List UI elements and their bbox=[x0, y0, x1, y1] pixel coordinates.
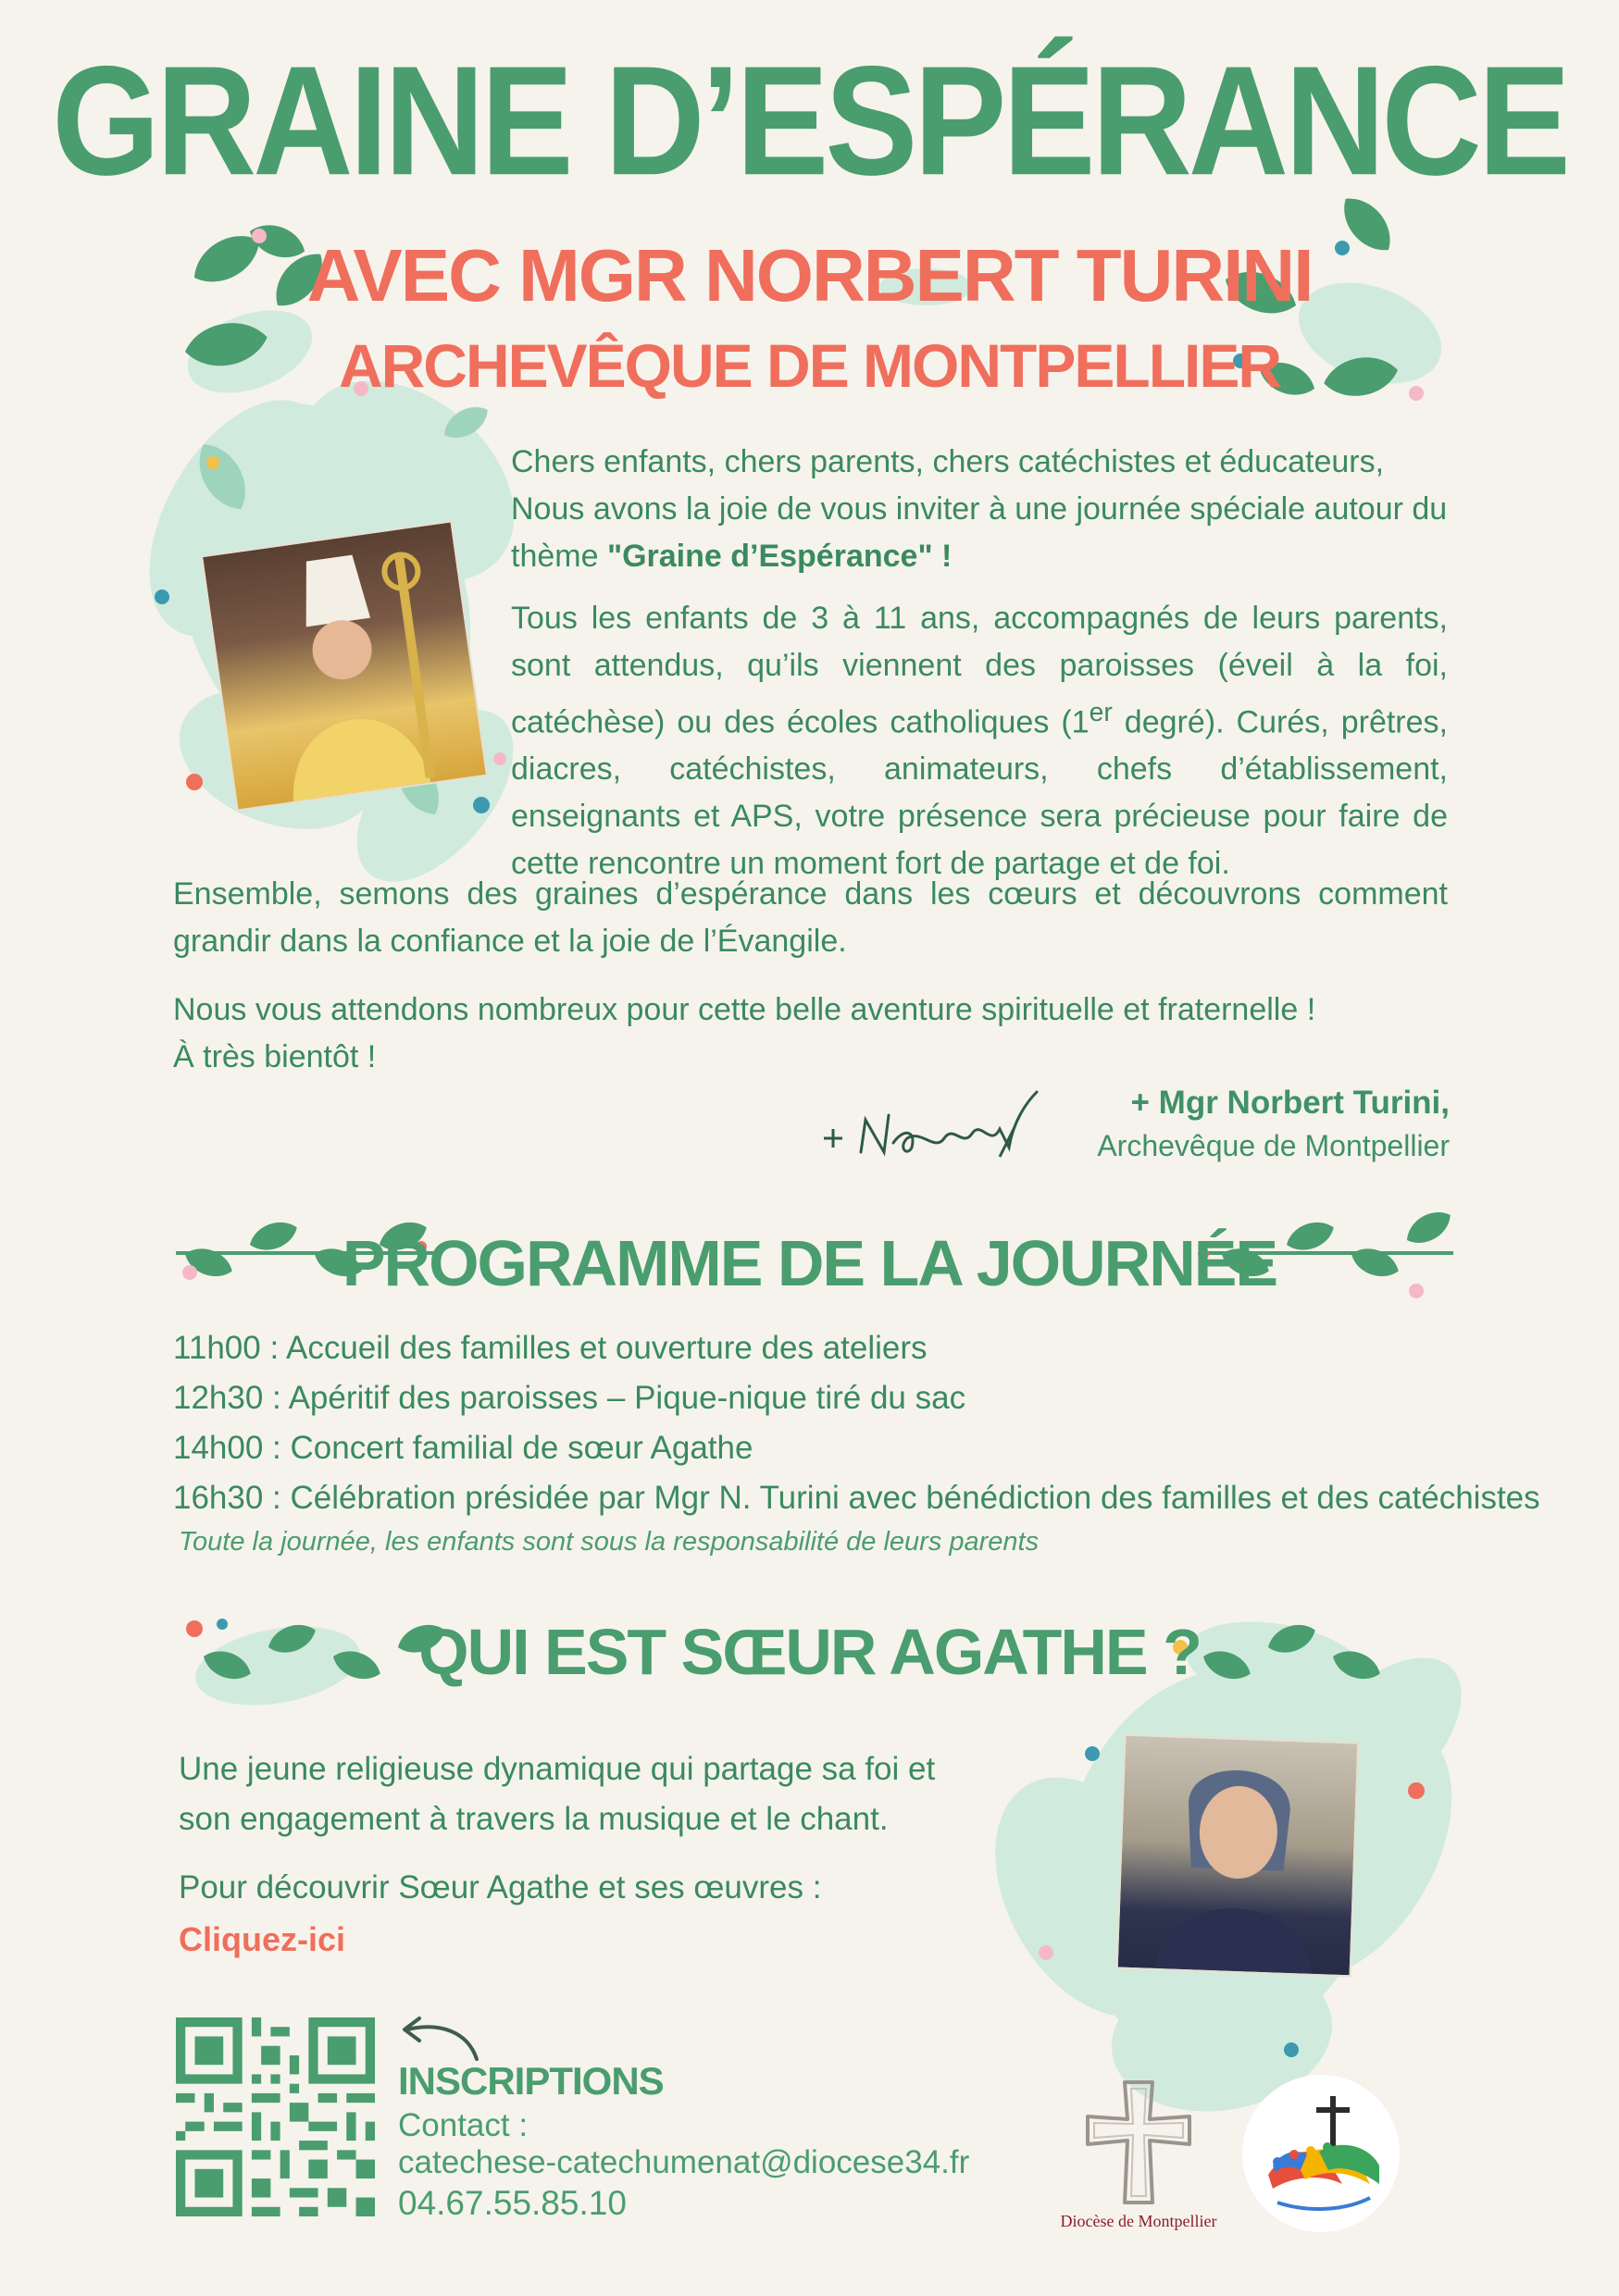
archbishop-figure-icon bbox=[203, 523, 486, 810]
agathe-photo bbox=[1116, 1734, 1360, 1978]
together-paragraph: Ensemble, semons des graines d’espérance dans les cœurs et découvrons comment grandir dans la confiance et la joie de l’Évangile. bbox=[173, 876, 1448, 959]
invite-text: Nous avons la joie de vous inviter à une journée spéciale autour du thème bbox=[511, 491, 1448, 574]
contact-label: Contact : bbox=[398, 2107, 529, 2143]
programme-list bbox=[173, 1323, 1540, 1523]
diocese-label: Diocèse de Montpellier bbox=[1060, 2212, 1217, 2230]
theme-name: "Graine d’Espérance" ! bbox=[606, 539, 953, 574]
contact-phone[interactable]: 04.67.55.85.10 bbox=[398, 2184, 627, 2222]
signature-role: Archevêque de Montpellier bbox=[1097, 1129, 1450, 1162]
handwritten-signature-icon bbox=[815, 1064, 1055, 1166]
qr-code[interactable] bbox=[176, 2017, 375, 2216]
agathe-link[interactable]: Cliquez-ici bbox=[179, 1920, 346, 1958]
programme-item: 11h00 : Accueil des familles et ouverture des ateliers bbox=[173, 1330, 928, 1366]
diocese-cross-logo-icon bbox=[1083, 2078, 1194, 2207]
inscriptions-title: INSCRIPTIONS bbox=[398, 2059, 664, 2103]
intro-letter bbox=[511, 439, 1448, 902]
programme-item: 14h00 : Concert familial de sœur Agathe bbox=[173, 1430, 753, 1466]
signature-name: + Mgr Norbert Turini, bbox=[1130, 1085, 1450, 1121]
programme-item: 12h30 : Apéritif des paroisses – Pique-nique tiré du sac bbox=[173, 1380, 966, 1416]
page-title: GRAINE D’ESPÉRANCE bbox=[52, 32, 1567, 208]
contact-email[interactable]: catechese-catechumenat@diocese34.fr bbox=[398, 2144, 970, 2180]
subtitle-guest: AVEC MGR NORBERT TURINI bbox=[306, 234, 1313, 316]
audience-paragraph: Tous les enfants de 3 à 11 ans, accompagnés de leurs parents, sont attendus, qu’ils viennent des paroisses (éveil à la foi, catéchèse) ou des écoles catholiques (1er degré). Curés, prêtres, diacres, catéchistes, animateurs, chefs d’établissement, enseignants et APS, votre présence sera précieuse pour faire de cette rencontre un moment fort de partage et de foi. bbox=[511, 601, 1448, 882]
jubilee-logo-icon bbox=[1240, 2073, 1402, 2235]
greeting: Chers enfants, chers parents, chers catéchistes et éducateurs, Nous avons la joie de vous inviter à une journée spéciale autour du thème "Graine d’Espérance" ! bbox=[511, 444, 1448, 574]
agathe-description: Une jeune religieuse dynamique qui partage sa foi et son engagement à travers la musique et le chant. bbox=[179, 1751, 936, 1837]
subtitle-role: ARCHEVÊQUE DE MONTPELLIER bbox=[338, 331, 1281, 400]
archbishop-photo bbox=[201, 520, 488, 811]
programme-item: 16h30 : Célébration présidée par Mgr N. Turini avec bénédiction des familles et des catéchistes bbox=[173, 1480, 1540, 1516]
closing-paragraph: Nous vous attendons nombreux pour cette belle aventure spirituelle et fraternelle ! À très bientôt ! bbox=[173, 992, 1316, 1074]
discover-text: Pour découvrir Sœur Agathe et ses œuvres : bbox=[179, 1869, 822, 1905]
agathe-figure-icon bbox=[1118, 1736, 1358, 1976]
programme-title: PROGRAMME DE LA JOURNÉE bbox=[342, 1227, 1277, 1299]
programme-note: Toute la journée, les enfants sont sous la responsabilité de leurs parents bbox=[179, 1527, 1040, 1557]
agathe-title: QUI EST SŒUR AGATHE ? bbox=[418, 1616, 1201, 1688]
